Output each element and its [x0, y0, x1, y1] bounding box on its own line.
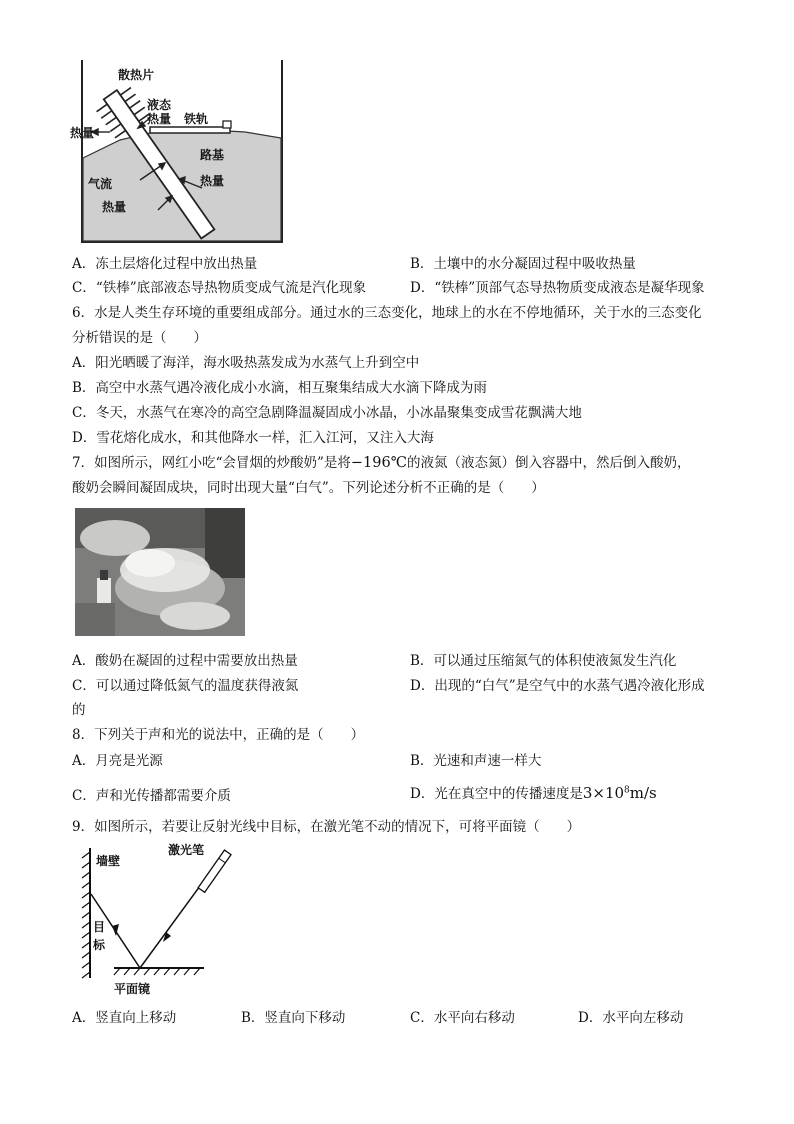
label-heat-left: 热量 — [70, 126, 95, 140]
q8-option-a: A．月亮是光源 — [72, 753, 163, 769]
label-heat-right: 热量 — [200, 174, 225, 188]
fried-yogurt-photo — [75, 508, 245, 636]
q9-stem: 9．如图所示，若要让反射光线中目标，在激光笔不动的情况下，可将平面镜（ ） — [72, 819, 581, 835]
q8-option-c: C．声和光传播都需要介质 — [72, 788, 231, 804]
label-gas: 气流 — [88, 177, 113, 191]
label-rail: 铁轨 — [184, 112, 209, 126]
q7-stem-part1: 7．如图所示，网红小吃“会冒烟的炒酸奶”是将 — [72, 455, 351, 471]
label-mirror: 平面镜 — [114, 982, 151, 996]
q8-option-d — [410, 782, 657, 802]
q8-speed-exponent: 8 — [624, 785, 630, 796]
label-laser-pen: 激光笔 — [168, 843, 205, 857]
q9-option-c: C．水平向右移动 — [410, 1010, 515, 1026]
q6-option-b: B．高空中水蒸气遇冷液化成小水滴，相互聚集结成大水滴下降成为雨 — [72, 380, 487, 396]
q9-option-b: B．竖直向下移动 — [241, 1010, 346, 1026]
frozen-soil-diagram — [80, 60, 290, 250]
q5-option-d: D．“铁棒”顶部气态导热物质变成液态是凝华现象 — [410, 280, 705, 296]
q8-option-d-text: D．光在真空中的传播速度是 — [410, 786, 583, 802]
q8-stem: 8．下列关于声和光的说法中，正确的是（ ） — [72, 727, 365, 743]
q5-option-c: C．“铁棒”底部液态导热物质变成气流是汽化现象 — [72, 280, 367, 296]
q6-stem-line2: 分析错误的是（ ） — [72, 330, 207, 346]
q7-option-c: C．可以通过降低氮气的温度获得液氮 — [72, 678, 299, 694]
q6-option-d: D．雪花熔化成水，和其他降水一样，汇入江河，又注入大海 — [72, 430, 434, 446]
q6-stem-line1: 6．水是人类生存环境的重要组成部分。通过水的三态变化，地球上的水在不停地循环，关于水的三态变化 — [72, 305, 702, 321]
label-roadbed: 路基 — [200, 148, 225, 162]
q7-option-a: A．酸奶在凝固的过程中需要放出热量 — [72, 653, 298, 669]
q5-option-b: B．土壤中的水分凝固过程中吸收热量 — [410, 256, 636, 272]
q9-option-d: D．水平向左移动 — [578, 1010, 684, 1026]
q6-option-a: A．阳光晒暖了海洋，海水吸热蒸发成为水蒸气上升到空中 — [72, 355, 420, 371]
label-heat-top: 热量 — [147, 112, 172, 126]
q8-speed-value: 3×10 — [582, 784, 625, 802]
label-wall: 墙壁 — [96, 854, 121, 868]
q5-option-a: A．冻土层熔化过程中放出热量 — [72, 256, 258, 272]
q7-option-d-continued: 的 — [72, 702, 86, 718]
q7-option-b: B．可以通过压缩氮气的体积使液氮发生汽化 — [410, 653, 677, 669]
q9-option-a: A．竖直向上移动 — [72, 1010, 177, 1026]
q7-stem-line2: 酸奶会瞬间凝固成块，同时出现大量“白气”。下列论述分析不正确的是（ ） — [72, 480, 545, 496]
q7-stem-line1 — [72, 451, 690, 471]
label-target-2: 标 — [93, 938, 106, 952]
label-sink: 散热片 — [118, 68, 155, 82]
q6-option-c: C．冬天，水蒸气在寒冷的高空急剧降温凝固成小冰晶，小冰晶聚集变成雪花飘满大地 — [72, 405, 582, 421]
q8-speed-unit: m/s — [629, 784, 657, 802]
q8-option-b: B．光速和声速一样大 — [410, 753, 542, 769]
q7-option-d: D．出现的“白气”是空气中的水蒸气遇冷液化形成 — [410, 678, 705, 694]
label-target-1: 目 — [93, 920, 106, 934]
q7-temperature: −196℃ — [350, 455, 407, 471]
label-liquid: 液态 — [147, 98, 172, 112]
q7-stem-part2: 的液氮（液态氮）倒入容器中，然后倒入酸奶， — [406, 455, 691, 471]
label-heat-bottom: 热量 — [102, 200, 127, 214]
